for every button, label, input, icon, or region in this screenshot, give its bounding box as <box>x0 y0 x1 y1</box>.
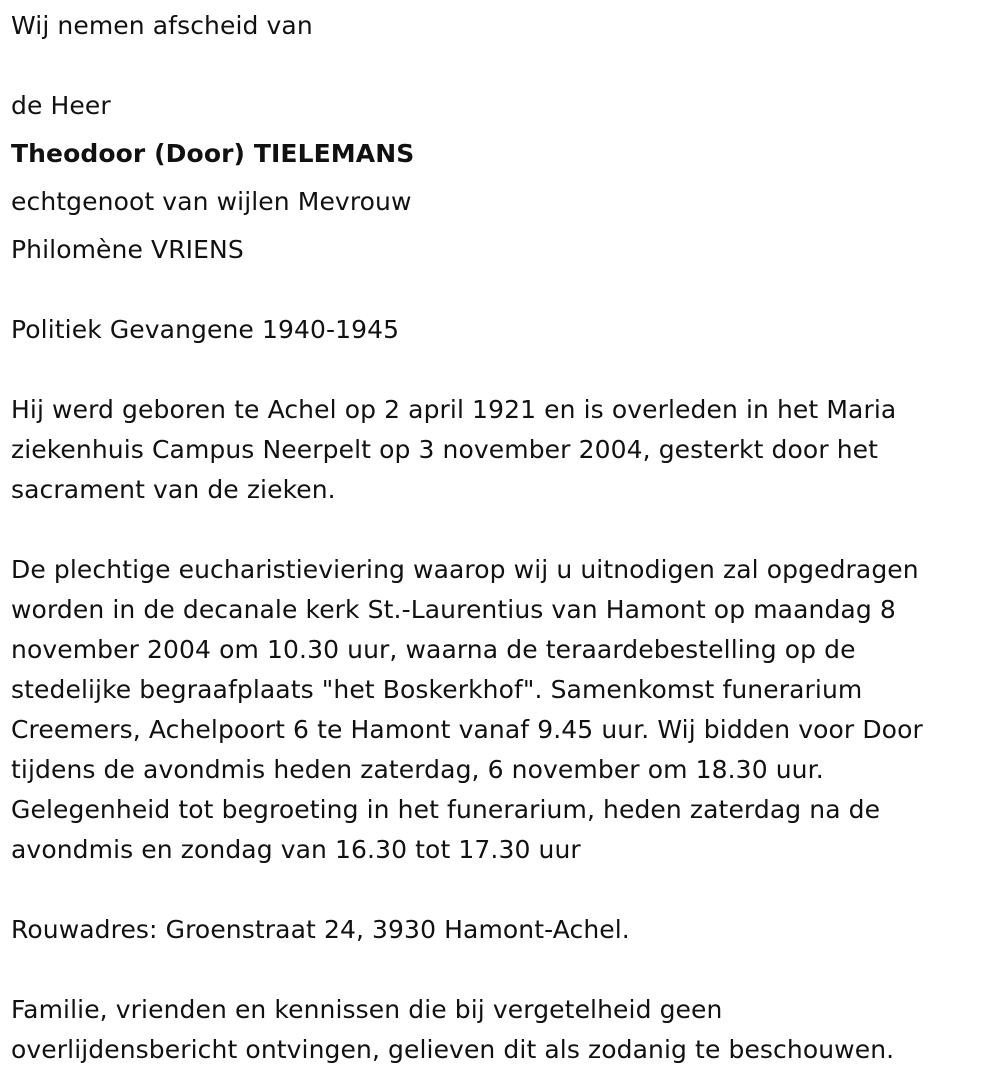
paragraph-line: avondmis en zondag van 16.30 tot 17.30 uur <box>11 835 581 864</box>
paragraph-line: De plechtige eucharistieviering waarop wij u uitnodigen zal opgedragen <box>11 555 919 584</box>
paragraph-line: stedelijke begraafplaats "het Boskerkhof". Samenkomst funerarium <box>11 675 863 704</box>
paragraph-line: november 2004 om 10.30 uur, waarna de teraardebestelling op de <box>11 635 856 664</box>
paragraph-line: ziekenhuis Campus Neerpelt op 3 november 2004, gesterkt door het <box>11 435 879 464</box>
paragraph-line: worden in de decanale kerk St.-Laurentius van Hamont op maandag 8 <box>11 595 896 624</box>
spouse-line-2: Philomène VRIENS <box>11 235 244 264</box>
paragraph-line: tijdens de avondmis heden zaterdag, 6 november om 18.30 uur. <box>11 755 824 784</box>
paragraph-line: overlijdensbericht ontvingen, gelieven dit als zodanig te beschouwen. <box>11 1035 895 1064</box>
paragraph-line: Gelegenheid tot begroeting in het funerarium, heden zaterdag na de <box>11 795 881 824</box>
mourning-address: Rouwadres: Groenstraat 24, 3930 Hamont-Achel. <box>11 915 630 944</box>
paragraph-line: Hij werd geboren te Achel op 2 april 1921 en is overleden in het Maria <box>11 395 897 424</box>
paragraph-line: sacrament van de zieken. <box>11 475 336 504</box>
title-text: Politiek Gevangene 1940-1945 <box>11 315 400 344</box>
paragraph-line: Familie, vrienden en kennissen die bij vergetelheid geen <box>11 995 723 1024</box>
paragraph-line: Creemers, Achelpoort 6 te Hamont vanaf 9.45 uur. Wij bidden voor Door <box>11 715 923 744</box>
salutation-text: de Heer <box>11 91 111 120</box>
spouse-line-1: echtgenoot van wijlen Mevrouw <box>11 187 412 216</box>
intro-text: Wij nemen afscheid van <box>11 11 313 40</box>
deceased-name: Theodoor (Door) TIELEMANS <box>11 139 415 168</box>
